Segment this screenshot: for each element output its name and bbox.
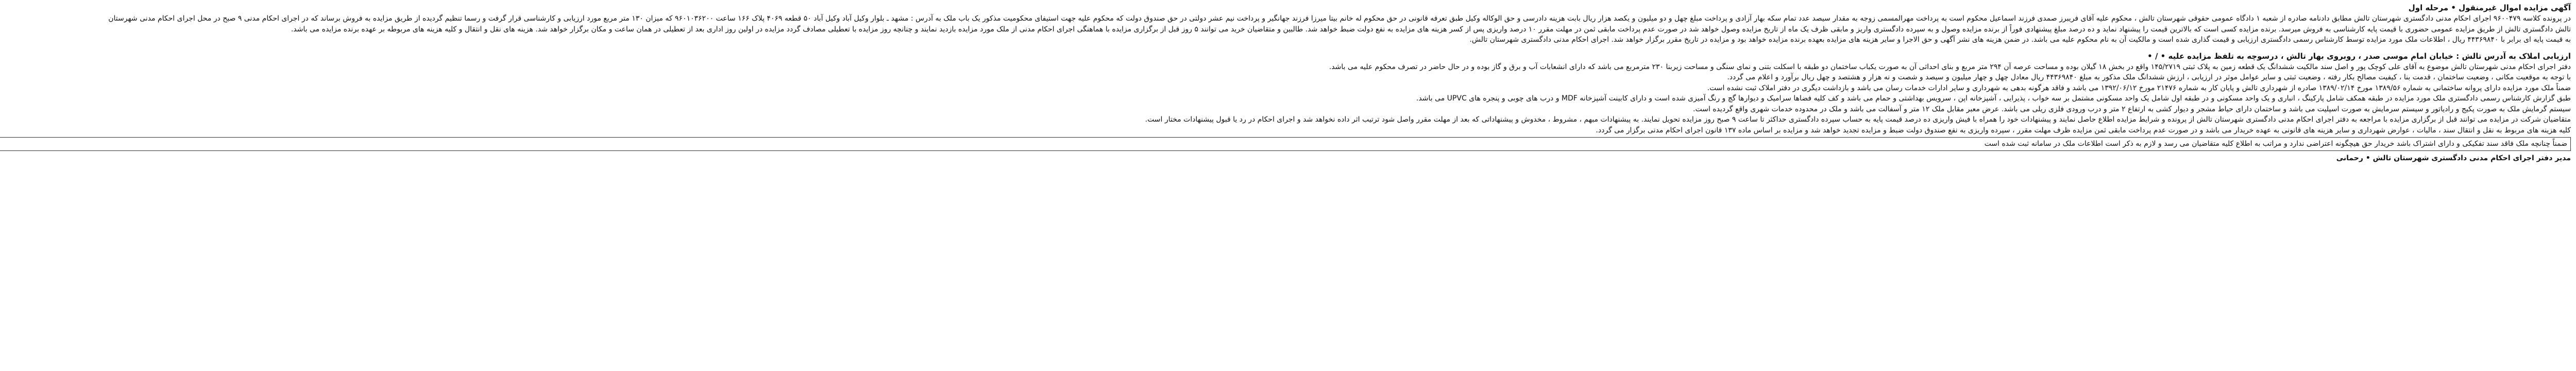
first-notice [0, 13, 2571, 45]
notice-title: آگهی مزایده اموال غیرمنقول • مرحله اول [2408, 3, 2571, 12]
body-line: ضمناً ملک مورد مزایده دارای پروانه ساختمانی به شماره ۱۳۸۹/۵۶ مورخ ۱۳۸۹/۰۲/۱۴ صادره از شهرداری تالش و پایان کار به شماره ۲۱۴۷۶ مورخ ۱۳۹۲/۰۶/۱۲ می باشد و فاقد هرگونه بدهی به شهرداری و سایر ادارات خدمات رسان می باشد و بازداشت دیگری در دفتر املاک ثبت نشده است. [1707, 83, 2571, 92]
body-line: دفتر اجرای احکام مدنی شهرستان تالش موضوع به آقای علی کوچک پور و اصل سند مالکیت ششدانگ یک قطعه زمین به پلاک ثبتی ۱۴۵/۲۷۱۹ واقع در بخش ۱۸ گیلان بوده و مساحت عرصه آن ۲۹۴ متر مربع و بنای احداثی آن به صورت یکباب ساختمان دو طبقه با اسکلت بتنی و نمای سنگی و مساحت زیربنا ۲۳۰ مترمربع می باشد که دارای انشعابات آب و برق و گاز بوده و در حال حاضر در تصرف محکوم علیه می باشد. [1329, 62, 2571, 71]
section-divider [0, 45, 2571, 50]
notice-line: در پرونده کلاسه ۹۶۰۰۴۷۹ اجرای احکام مدنی دادگستری شهرستان تالش مطابق دادنامه صادره از شعبه ۱ دادگاه عمومی حقوقی شهرستان تالش ، محکوم علیه آقای فریبرز صمدی فرزند اسماعیل محکوم است به پرداخت مهرالمسمی زوجه به مقدار سیصد عدد تمام سکه بهار آزادی و پرداخت مبلغ چهل و دو میلیون و یکصد هزار ریال بابت هزینه دادرسی و حق الوکاله وکیل طبق تعرفه قانونی در حق محکوم له خانم بیتا میرزا فرزند جهانگیر و پرداخت نیم عشر دولتی در حق صندوق دولت که محکوم علیه جهت استیفای محکومیت مذکور یک باب ملک به آدرس : مشهد ـ بلوار وکیل آباد وکیل آباد ۵۰ قطعه ۴۰۶۹ پلاک ۱۶۶ ساعت ۹۶۰۱۰۳۶۲۰۰ که میزان ۱۳۰ متر مربع مورد ارزیابی و کارشناسی قرار گرفت و رسما تنظیم گردیده از طریق مزایده به فروش برساند که در اجرای احکام مدنی ۹ صبح در محل اجرای احکام مدنی شهرستان [108, 14, 2571, 23]
notice-body [0, 62, 2571, 136]
notice-line: تالش دادگستری تالش از طریق مزایده عمومی حضوری با قیمت پایه کارشناسی به فروش میرسد. برنده مزایده کسی است که بالاترین قیمت را پیشنهاد نماید و ده درصد مبلغ پیشنهادی فوراً از برنده مزایده وصول و به سپرده دادگستری واریز و مابقی ظرف یک ماه از تاریخ مزایده وصول خواهد شد در صورت عدم پرداخت مابقی ثمن در مهلت مقرر ۱۰ درصد واریزی پس از کسر هزینه های مزایده به نفع دولت ضبط خواهد شد. طالبین و متقاضیان خرید می توانند ۵ روز قبل از برگزاری مزایده با هماهنگی اجرای احکام مدنی از ملک مورد مزایده بازدید نمایند و چنانچه روز مزایده با تعطیلی مصادف گردد مزایده در اولین روز اداری بعد از تعطیلی در همان ساعت و مکان برگزار خواهد شد. هزینه های نقل و انتقال و کلیه هزینه های مربوطه بر عهده برنده مزایده می باشد. [291, 25, 2571, 33]
body-line: سیستم گرمایش ملک به صورت پکیج و رادیاتور و سیستم سرمایش به صورت اسپلیت می باشد و ساختمان دارای حیاط مشجر و دیوار کشی به ارتفاع ۲ متر و درب ورودی فلزی ریلی می باشد. عرض معبر مقابل ملک ۱۲ متر و آسفالت می باشد و ملک در محدوده خدمات شهری واقع گردیده است. [1693, 105, 2571, 113]
signature-line: مدیر دفتر اجرای احکام مدنی دادگستری شهرستان تالش • رحمانی [2336, 154, 2571, 162]
section-heading: ارزیابی املاک به آدرس تالش : خیابان امام موسی صدر ، روبروی بهار تالش ، درسوچه به تلفظ مزایده علیه • / • [2147, 51, 2571, 61]
body-line: متقاضیان شرکت در مزایده می توانند قبل از برگزاری مزایده با مراجعه به دفتر اجرای احکام مدنی دادگستری شهرستان تالش از پرونده و شرایط مزایده اطلاع حاصل نمایند و پیشنهادات خود را همراه با فیش واریزی ده درصد قیمت پایه به حساب سپرده دادگستری حداکثر تا ساعت ۹ صبح روز مزایده تحویل نمایند. به پیشنهادات مبهم ، مشروط ، مخدوش و پیشنهاداتی که بعد از مهلت مقرر واصل شود ترتیب اثر داده نخواهد شد و اجرای احکام در رد یا قبول پیشنهادات مختار است. [1145, 115, 2571, 124]
body-line: کلیه هزینه های مربوط به نقل و انتقال سند ، مالیات ، عوارض شهرداری و سایر هزینه های قانونی به عهده خریدار می باشد و در صورت عدم پرداخت مابقی ثمن مزایده ظرف مهلت مقرر ، سپرده واریزی به نفع صندوق دولت ضبط و مزایده تجدید خواهد شد و مزایده بر اساس ماده ۱۳۷ قانون اجرای احکام مدنی برگزار می گردد. [1596, 126, 2571, 134]
notice-line: به قیمت پایه ای برابر با ۴۴۳۶۹۸۴۰ ریال ، اطلاعات ملک مورد مزایده توسط کارشناس رسمی دادگستری ارزیابی و قیمت گذاری شده است و مالکیت آن به نام محکوم علیه می باشد. در ضمن هزینه های نشر آگهی و حق الاجرا و سایر هزینه های مزایده بعهده برنده مزایده خواهد بود و مزایده در تاریخ مقرر برگزار خواهد شد. اجرای احکام مدنی دادگستری شهرستان تالش. [1469, 36, 2571, 44]
boxed-note: ضمناً چنانچه ملک فاقد سند تفکیکی و دارای اشتراک باشد خریدار حق هیچگونه اعتراضی ندارد و مراتب به اطلاع کلیه متقاضیان می رسد و لازم به ذکر است اطلاعات ملک در سامانه ثبت شده است [0, 137, 2571, 151]
body-line: طبق گزارش کارشناس رسمی دادگستری ملک مورد مزایده در طبقه همکف شامل پارکینگ ، انباری و یک واحد مسکونی و در طبقه اول شامل یک واحد مسکونی مشتمل بر سه خواب ، پذیرایی ، آشپزخانه اپن ، سرویس بهداشتی و حمام می باشد و کف کلیه فضاها سرامیک و دیوارها گچ و رنگ آمیزی شده است و دارای کابینت آشپزخانه MDF و درب های چوبی و پنجره های UPVC می باشد. [1416, 94, 2571, 103]
body-line: با توجه به موقعیت مکانی ، وضعیت ساختمان ، قدمت بنا ، کیفیت مصالح بکار رفته ، وضعیت ثبتی و سایر عوامل موثر در ارزیابی ، ارزش ششدانگ ملک مذکور به مبلغ ۴۴۳۶۹۸۴۰ ریال معادل چهل و چهار میلیون و سیصد و شصت و نه هزار و هشتصد و چهل ریال برآورد و اعلام می گردد. [1727, 73, 2571, 81]
